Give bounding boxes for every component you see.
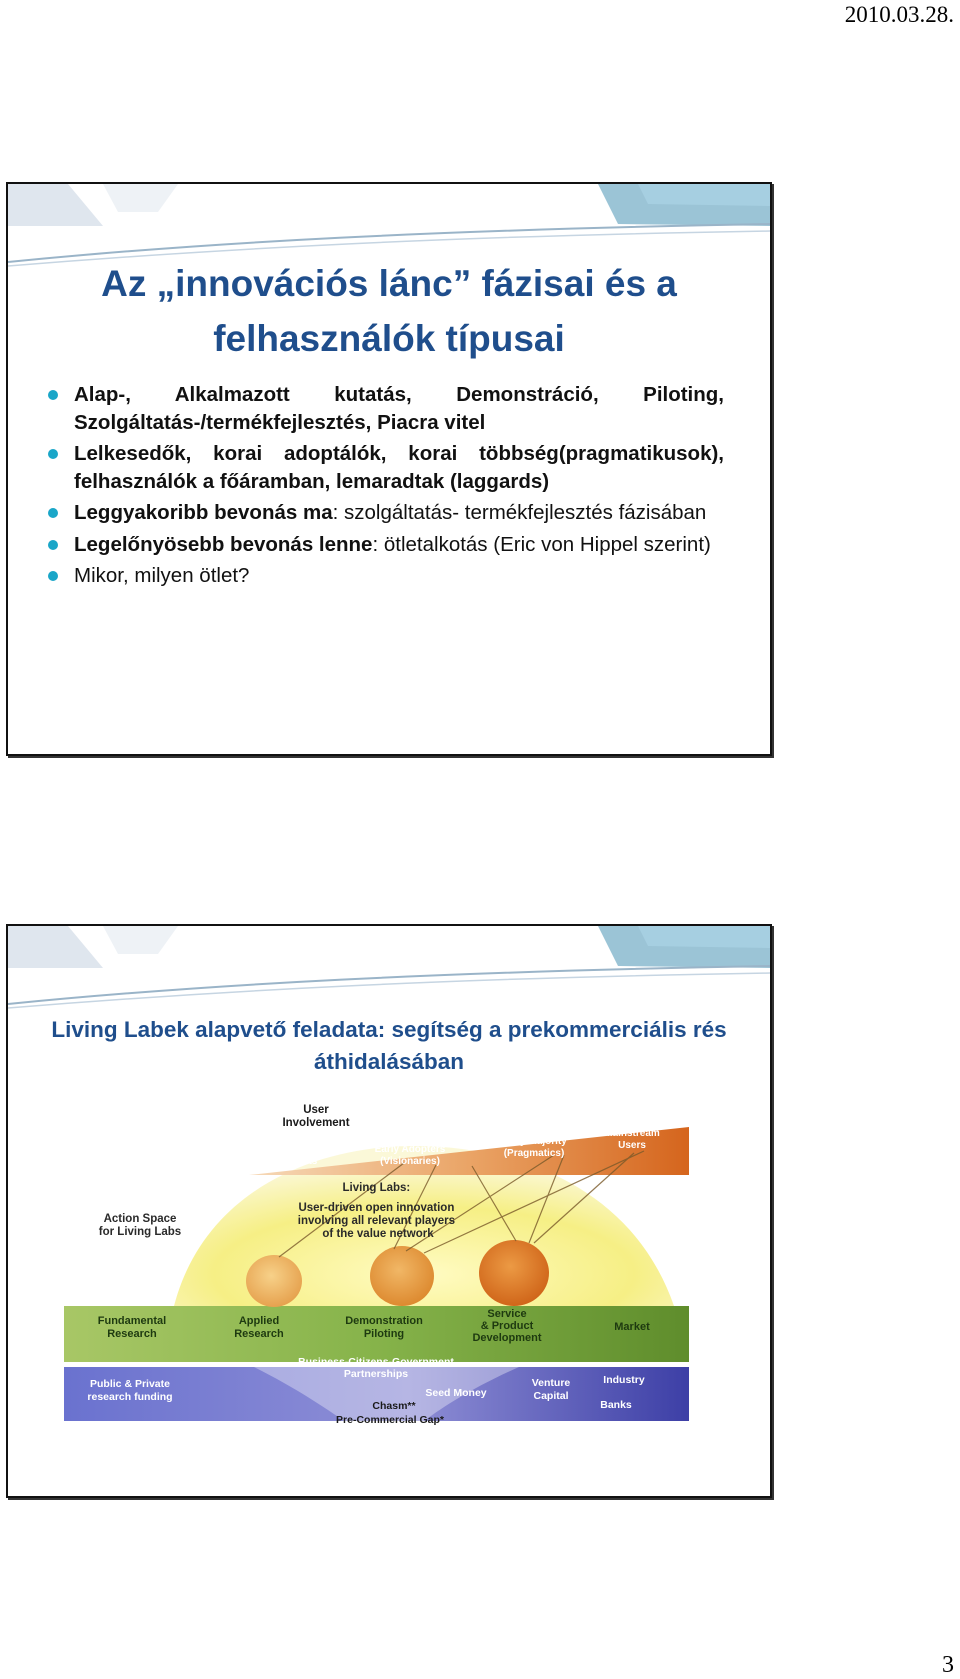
- slide-title-line-2: felhasználók típusai: [213, 318, 565, 359]
- bullet-bold-text: Leggyakoribb bevonás ma: [74, 501, 333, 524]
- phase-demonstration-label: Demonstration Piloting: [345, 1315, 423, 1340]
- slide-title: [8, 256, 770, 366]
- venture-capital-label: Venture Capital: [531, 1377, 571, 1402]
- bullet-item: [48, 562, 724, 590]
- header-date: 2010.03.28.: [844, 2, 954, 27]
- early-majority-label: Early Majority (Pragmatics): [501, 1136, 567, 1159]
- living-labs-label: Living Labs: User-driven open innovation involving all relevant players of the value network: [297, 1182, 456, 1240]
- slide-innovation-chain: [6, 182, 772, 756]
- phase-market-label: Market: [614, 1321, 650, 1333]
- early-adopters-label: Early Adopters (Visionaries): [374, 1144, 446, 1167]
- slide-header-decoration: [8, 926, 770, 1026]
- enthusiasts-label: Enthusiasts: [260, 1156, 318, 1167]
- bullet-item: [48, 440, 724, 495]
- bullet-item: [48, 499, 724, 527]
- pre-commercial-gap-label: Pre-Commercial Gap*: [336, 1414, 444, 1426]
- living-labs-diagram: [64, 1091, 738, 1447]
- phase-applied-label: Applied Research: [234, 1315, 284, 1340]
- phase-circle-service: [479, 1240, 549, 1306]
- user-involvement-label: User Involvement: [282, 1104, 350, 1129]
- page-number: 3: [942, 1652, 954, 1678]
- banks-label: Banks: [600, 1399, 632, 1411]
- phase-circle-applied: [246, 1255, 302, 1307]
- slide-title-line-1: Living Labek alapvető feladata: segítség a prekommerciális rés: [51, 1017, 727, 1042]
- bullet-text: : ötletalkotás (Eric von Hippel szerint): [372, 532, 711, 556]
- bullet-bold-text: Legelőnyösebb bevonás lenne: [74, 532, 373, 556]
- industry-label: Industry: [603, 1374, 645, 1386]
- slide-title-line-1: Az „innovációs lánc” fázisai és a: [101, 263, 677, 304]
- bullet-item: [48, 531, 724, 559]
- bullet-text: Mikor, milyen ötlet?: [74, 564, 250, 587]
- bullet-bold-text: Lelkesedők, korai adoptálók, korai többség(pragmatikusok), felhasználók a főáramban, lemaradtak (laggards): [74, 442, 724, 493]
- slide-title-line-2: áthidalásában: [313, 1049, 465, 1074]
- bullet-bold-text: Alap-, Alkalmazott kutatás, Demonstráció, Piloting, Szolgáltatás-/termékfejlesztés, Piacra vitel: [74, 383, 724, 434]
- bullet-list: [48, 381, 724, 594]
- bullet-text: : szolgáltatás- termékfejlesztés fázisában: [332, 501, 707, 524]
- chasm-label: Chasm**: [372, 1400, 416, 1412]
- seed-money-label: Seed Money: [425, 1387, 487, 1399]
- phase-fundamental-label: Fundamental Research: [97, 1315, 167, 1340]
- public-private-funding-label: Public & Private research funding: [87, 1378, 173, 1403]
- mainstream-users-label: Mainstream Users: [604, 1128, 660, 1151]
- action-space-label: Action Space for Living Labs: [98, 1213, 182, 1238]
- bullet-item: [48, 381, 724, 436]
- slide-title: [18, 1014, 760, 1078]
- bcg-partnerships-label: Business-Citizens-Government Partnerships: [298, 1356, 454, 1380]
- slide-living-labs: [6, 924, 772, 1498]
- phase-service-label: Service & Product Development: [472, 1308, 542, 1344]
